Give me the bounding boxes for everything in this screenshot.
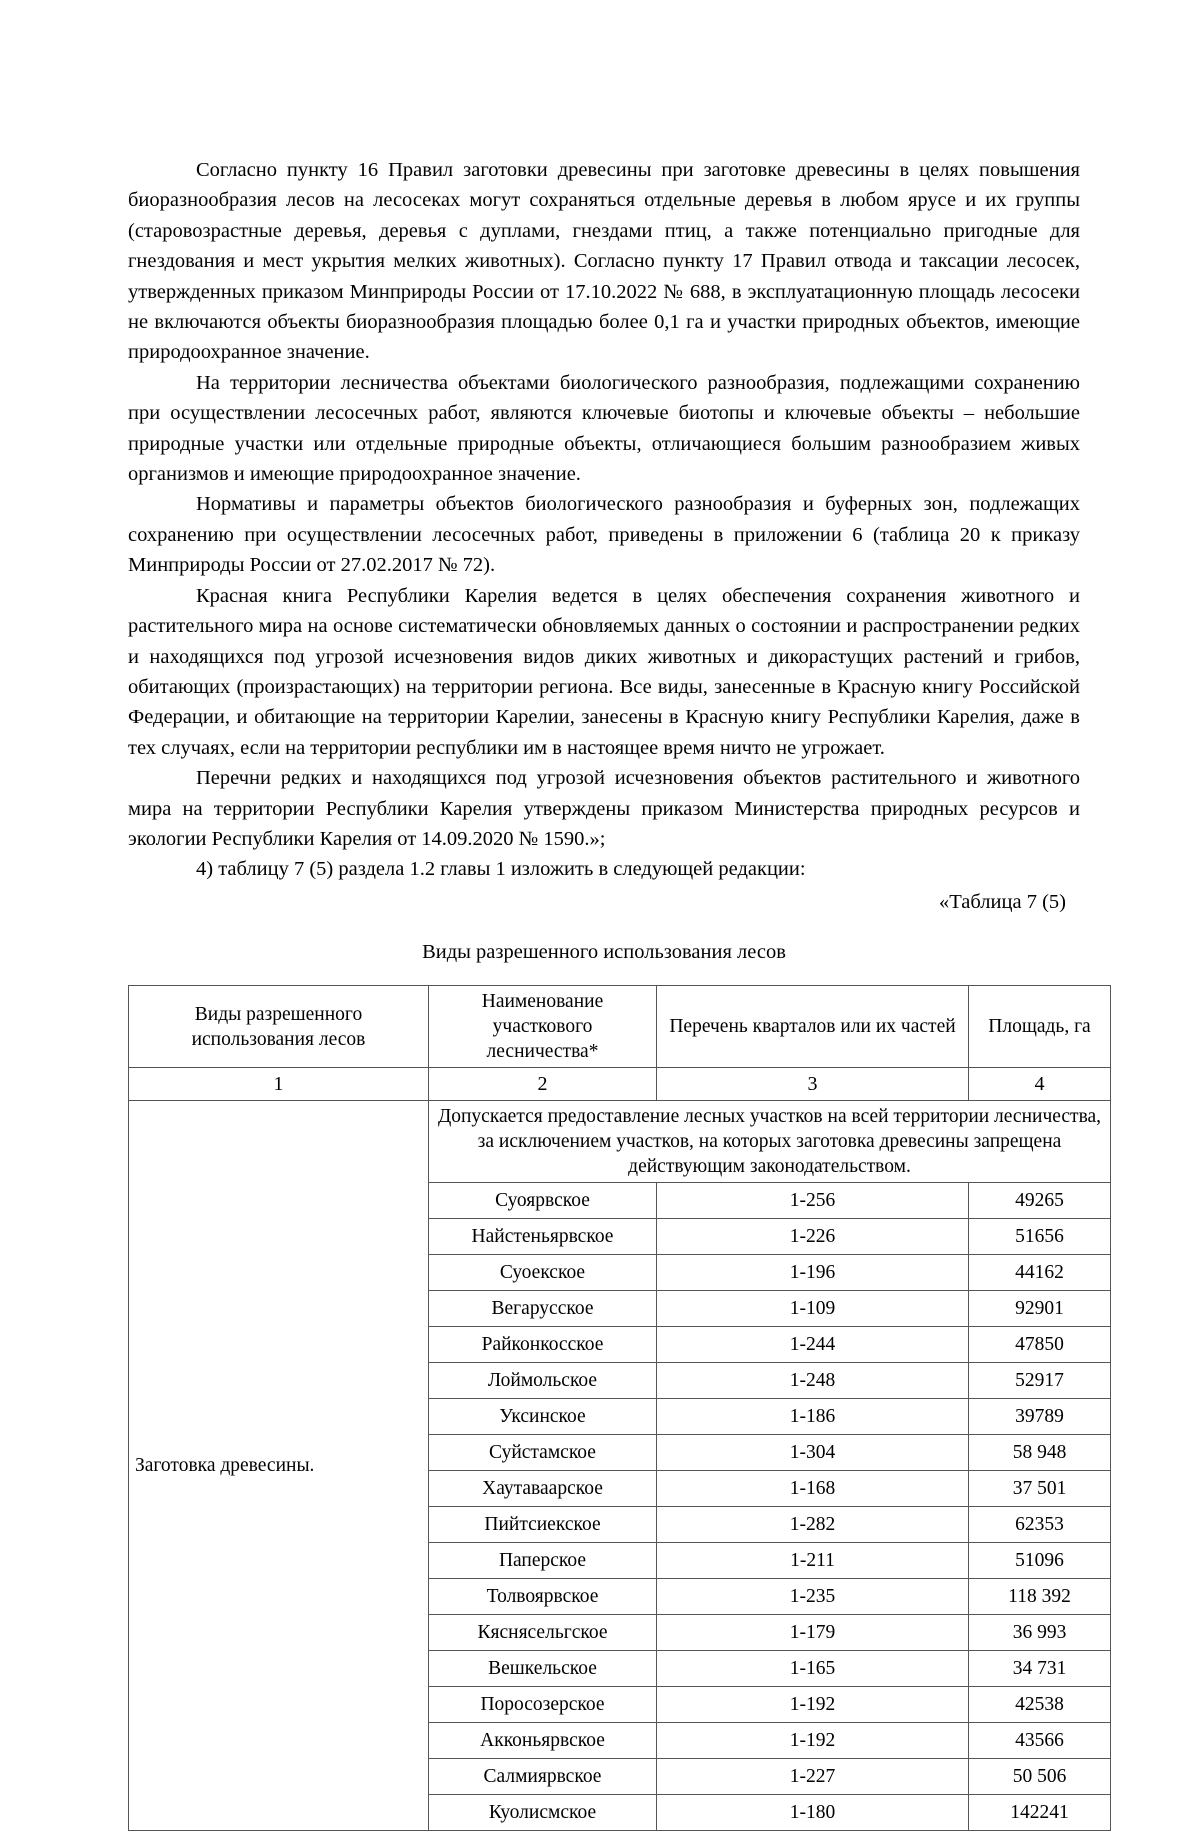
forestry-name-cell: Суоярвское: [429, 1183, 657, 1219]
quarters-cell: 1-227: [657, 1759, 969, 1795]
quarters-cell: 1-248: [657, 1363, 969, 1399]
column-number-4: 4: [969, 1068, 1111, 1101]
forestry-name-cell: Найстеньярвское: [429, 1219, 657, 1255]
area-cell: 62353: [969, 1507, 1111, 1543]
quarters-cell: 1-304: [657, 1435, 969, 1471]
area-cell: 39789: [969, 1399, 1111, 1435]
notice-cell: Допускается предоставление лесных участков на всей территории лесничества, за исключением участков, на которых заготовка древесины запрещена действующим законодательством.: [429, 1101, 1111, 1183]
header-forestry-name-text: Наименование участкового лесничества: [481, 991, 604, 1063]
table-row-notice: [129, 1101, 1111, 1183]
area-cell: 51096: [969, 1543, 1111, 1579]
area-cell: 50 506: [969, 1759, 1111, 1795]
quarters-cell: 1-282: [657, 1507, 969, 1543]
table-column-number-row: [129, 1068, 1111, 1101]
header-quarters: Перечень кварталов или их частей: [657, 986, 969, 1068]
area-cell: 34 731: [969, 1651, 1111, 1687]
table-header: [129, 986, 1111, 1101]
area-cell: 118 392: [969, 1579, 1111, 1615]
forestry-name-cell: Уксинское: [429, 1399, 657, 1435]
paragraph-3: Нормативы и параметры объектов биологического разнообразия и буферных зон, подлежащих сохранению при осуществлении лесосечных работ, приведены в приложении 6 (таблица 20 к приказу Минприроды России от 27.02.2017 № 72).: [128, 493, 1080, 577]
quarters-cell: 1-192: [657, 1723, 969, 1759]
area-cell: 43566: [969, 1723, 1111, 1759]
column-number-3: 3: [657, 1068, 969, 1101]
quarters-cell: 1-168: [657, 1471, 969, 1507]
header-usage-type: Виды разрешенного использования лесов: [129, 986, 429, 1068]
quarters-cell: 1-179: [657, 1615, 969, 1651]
area-cell: 36 993: [969, 1615, 1111, 1651]
forestry-name-cell: Кяснясельгское: [429, 1615, 657, 1651]
area-cell: 92901: [969, 1291, 1111, 1327]
quarters-cell: 1-244: [657, 1327, 969, 1363]
quarters-cell: 1-256: [657, 1183, 969, 1219]
forestry-name-cell: Салмиярвское: [429, 1759, 657, 1795]
quarters-cell: 1-235: [657, 1579, 969, 1615]
quarters-cell: 1-180: [657, 1795, 969, 1831]
area-cell: 51656: [969, 1219, 1111, 1255]
forestry-name-cell: Вешкельское: [429, 1651, 657, 1687]
forestry-name-cell: Хаутаваарское: [429, 1471, 657, 1507]
column-number-1: 1: [129, 1068, 429, 1101]
forestry-name-cell: Вегарусское: [429, 1291, 657, 1327]
forestry-name-cell: Суйстамское: [429, 1435, 657, 1471]
forestry-name-cell: Куолисмское: [429, 1795, 657, 1831]
table-title: Виды разрешенного использования лесов: [422, 941, 786, 964]
forestry-name-cell: Толвоярвское: [429, 1579, 657, 1615]
table-header-row: [129, 986, 1111, 1068]
table-body: [129, 1101, 1111, 1831]
paragraph-2: На территории лесничества объектами биологического разнообразия, подлежащими сохранению при осуществлении лесосечных работ, являются ключевые биотопы и ключевые объекты – небольшие природные участки или отдельные природные объекты, отличающиеся большим разнообразием живых организмов и имеющие природоохранное значение.: [128, 371, 1080, 486]
paragraph-1: Согласно пункту 16 Правил заготовки древесины при заготовке древесины в целях повышения биоразнообразия лесов на лесосеках могут сохраняться отдельные деревья в любом ярусе и их группы (старовозрастные деревья, деревья с дуплами, гнездами птиц, а также потенциально пригодные для гнездования и мест укрытия мелких животных). Согласно пункту 17 Правил отвода и таксации лесосек, утвержденных приказом Минприроды России от 17.10.2022 № 688, в эксплуатационную площадь лесосеки не включаются объекты биоразнообразия площадью более 0,1 га и участки природных объектов, имеющие природоохранное значение.: [128, 159, 1080, 364]
forestry-name-cell: Паперское: [429, 1543, 657, 1579]
paragraph-5: Перечни редких и находящихся под угрозой исчезновения объектов растительного и животного мира на территории Республики Карелия утверждены приказом Министерства природных ресурсов и экологии Республики Карелия от 14.09.2020 № 1590.»;: [128, 767, 1080, 850]
quarters-cell: 1-211: [657, 1543, 969, 1579]
area-cell: 52917: [969, 1363, 1111, 1399]
quarters-cell: 1-196: [657, 1255, 969, 1291]
quarters-cell: 1-186: [657, 1399, 969, 1435]
table-label: «Таблица 7 (5): [939, 890, 1066, 913]
area-cell: 42538: [969, 1687, 1111, 1723]
forestry-name-cell: Райконкосское: [429, 1327, 657, 1363]
column-number-2: 2: [429, 1068, 657, 1101]
area-cell: 142241: [969, 1795, 1111, 1831]
document-body: [128, 155, 1080, 885]
paragraph-4: Красная книга Республики Карелия ведется в целях обеспечения сохранения животного и растительного мира на основе систематически обновляемых данных о состоянии и распространении редких и находящихся под угрозой исчезновения видов диких животных и дикорастущих растений и грибов, обитающих (произрастающих) на территории региона. Все виды, занесенные в Красную книгу Российской Федерации, и обитающие на территории Карелии, занесены в Красную книгу Республики Карелия, даже в тех случаях, если на территории республики им в настоящее время ничто не угрожает.: [128, 584, 1080, 759]
forestry-name-cell: Пийтсиекское: [429, 1507, 657, 1543]
forestry-name-cell: Поросозерское: [429, 1687, 657, 1723]
quarters-cell: 1-165: [657, 1651, 969, 1687]
permitted-forest-use-table: [128, 985, 1111, 1831]
area-cell: 47850: [969, 1327, 1111, 1363]
header-forestry-name: [429, 986, 657, 1068]
quarters-cell: 1-192: [657, 1687, 969, 1723]
paragraph-6: 4) таблицу 7 (5) раздела 1.2 главы 1 изложить в следующей редакции:: [196, 858, 806, 881]
usage-type-cell: Заготовка древесины.: [129, 1101, 429, 1831]
forestry-name-cell: Акконьярвское: [429, 1723, 657, 1759]
forestry-name-cell: Суоекское: [429, 1255, 657, 1291]
header-area: Площадь, га: [969, 986, 1111, 1068]
quarters-cell: 1-109: [657, 1291, 969, 1327]
area-cell: 44162: [969, 1255, 1111, 1291]
area-cell: 58 948: [969, 1435, 1111, 1471]
forestry-name-cell: Лоймольское: [429, 1363, 657, 1399]
quarters-cell: 1-226: [657, 1219, 969, 1255]
area-cell: 37 501: [969, 1471, 1111, 1507]
area-cell: 49265: [969, 1183, 1111, 1219]
footnote-marker: *: [588, 1041, 599, 1063]
